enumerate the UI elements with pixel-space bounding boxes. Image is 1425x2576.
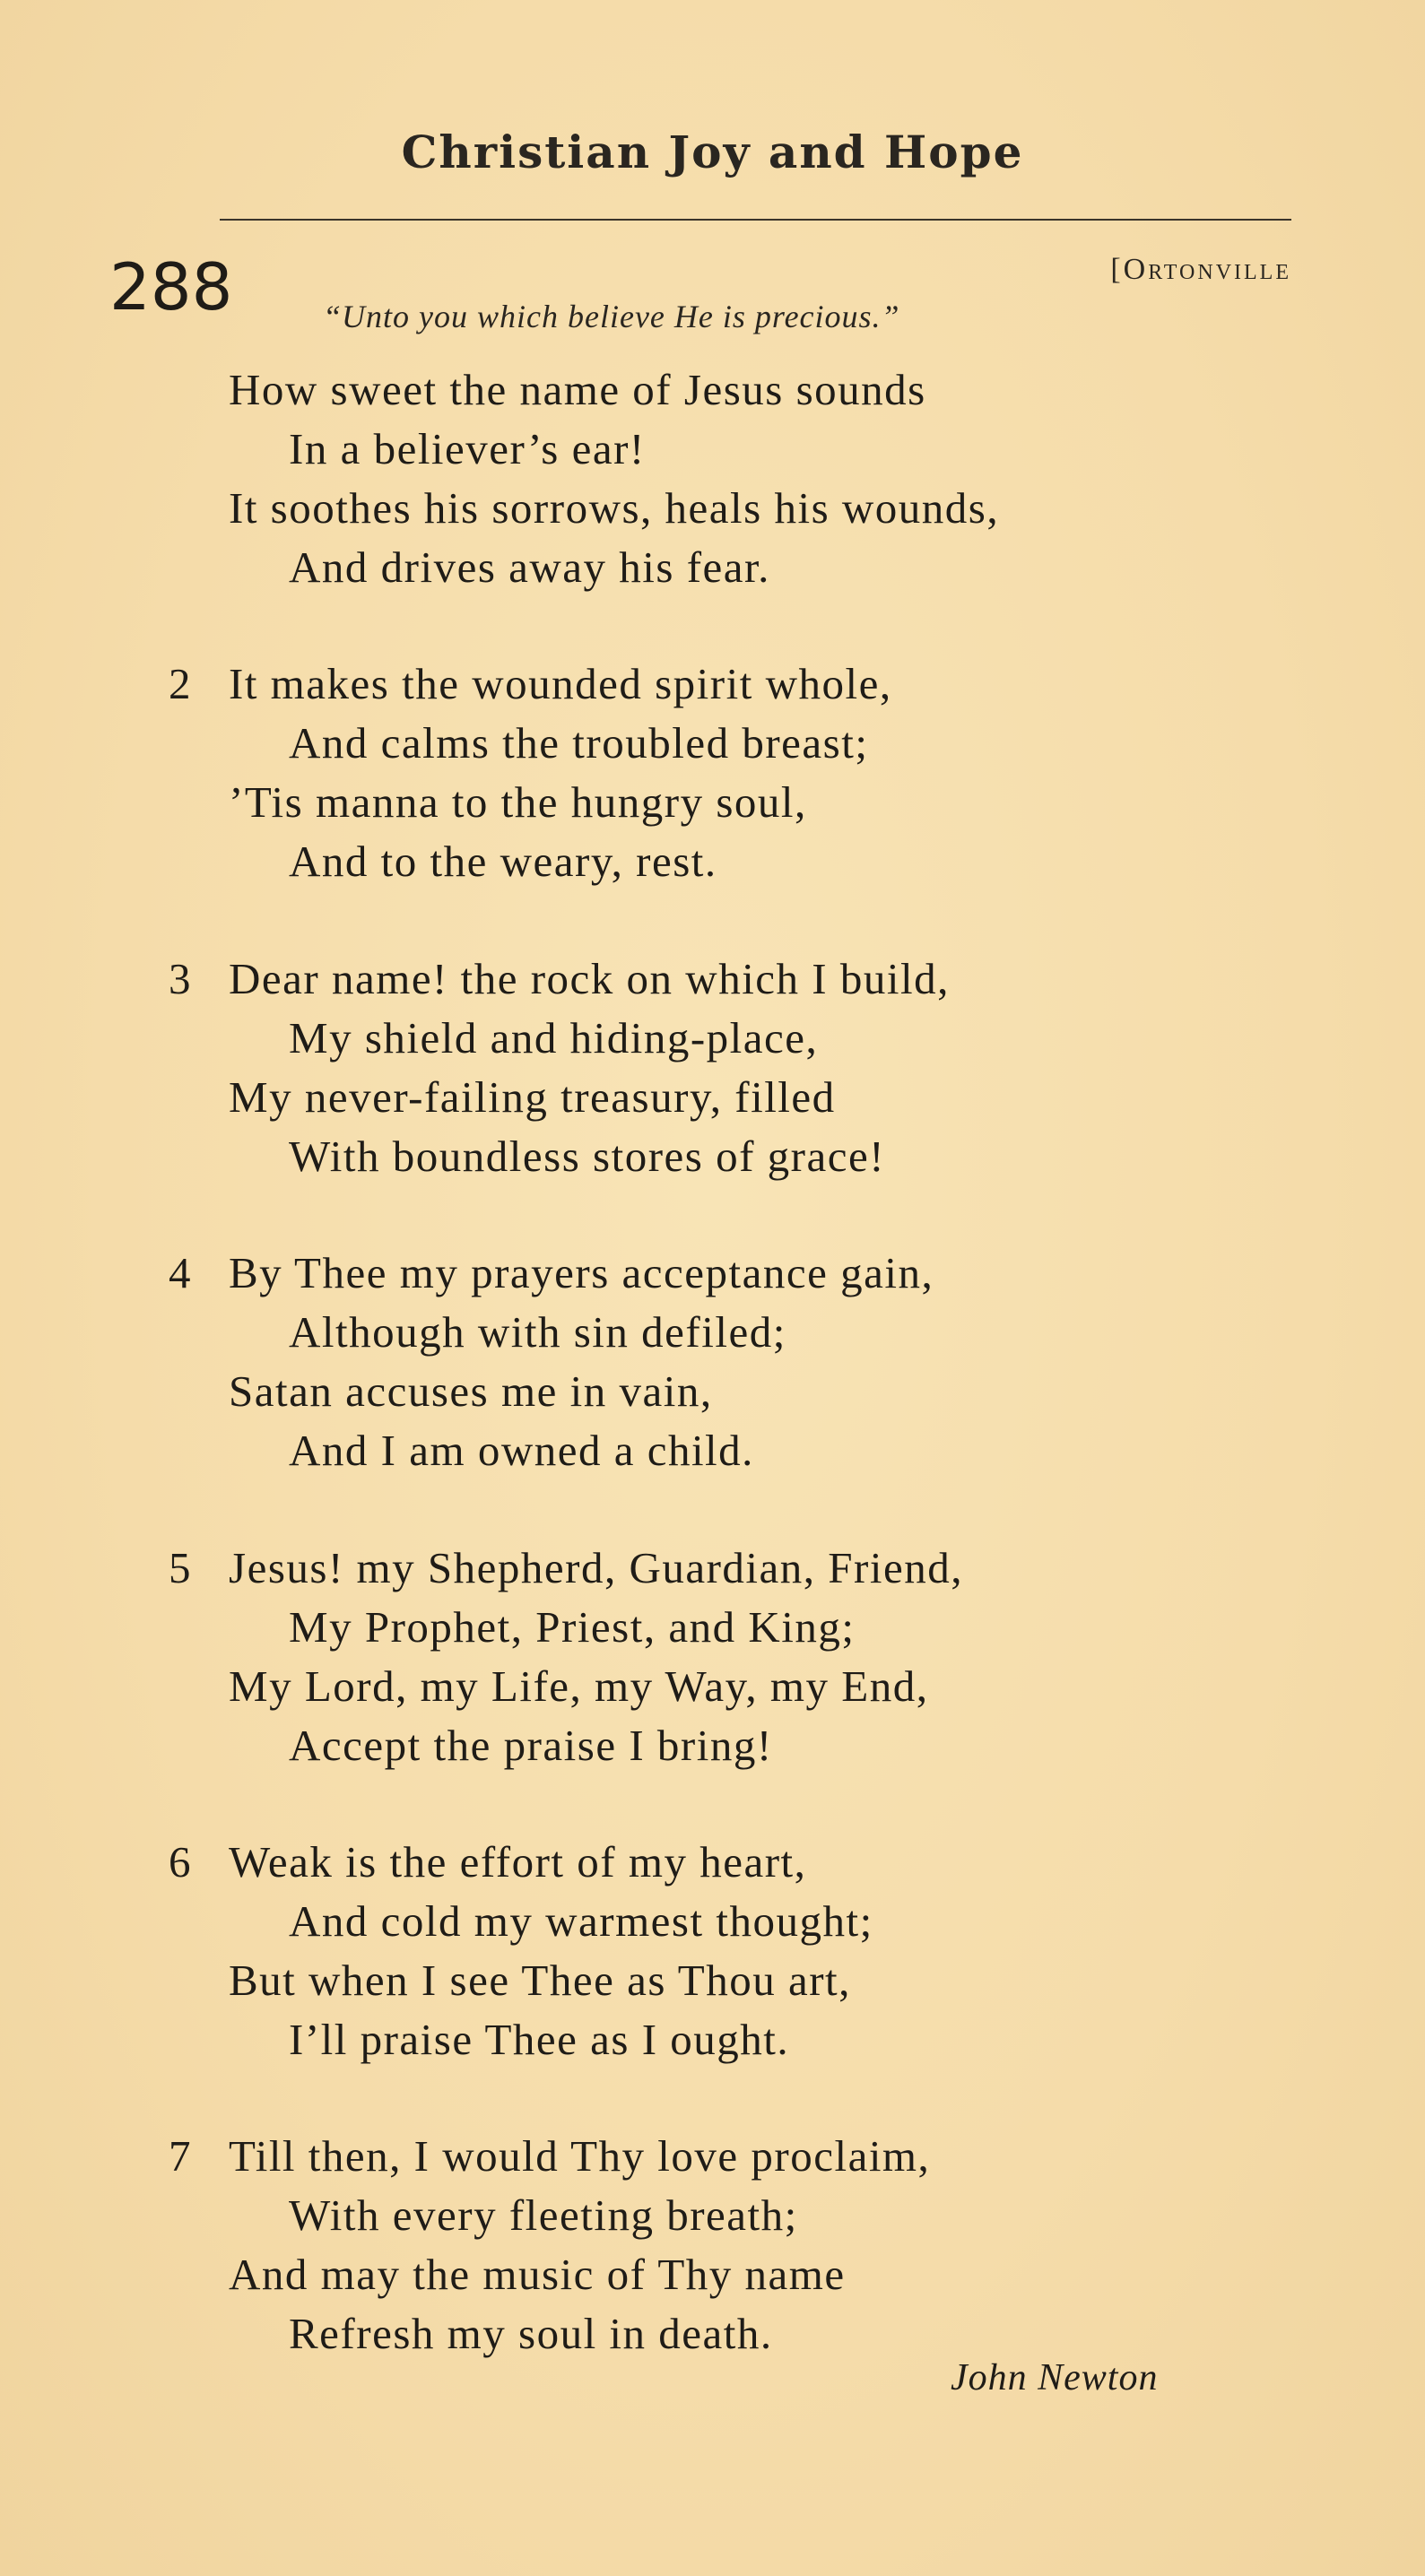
stanza-number: 2: [169, 659, 191, 708]
tune-name-text: [Ortonville: [1110, 253, 1291, 286]
verse-line: And to the weary, rest.: [289, 837, 717, 886]
verse-line: How sweet the name of Jesus sounds: [229, 365, 926, 414]
stanza-number: 3: [169, 954, 191, 1003]
verse-line: Dear name! the rock on which I build,: [229, 954, 950, 1003]
verse-line: With boundless stores of grace!: [289, 1132, 886, 1181]
verse-line: My Prophet, Priest, and King;: [289, 1602, 856, 1652]
verse-line: And may the music of Thy name: [229, 2250, 846, 2299]
verse-line: Accept the praise I bring!: [289, 1721, 773, 1770]
verse-line: I’ll praise Thee as I ought.: [289, 2015, 790, 2064]
verse-line: Although with sin defiled;: [289, 1307, 786, 1357]
verse-line: My never-failing treasury, filled: [229, 1072, 836, 1122]
verse-line: With every fleeting breath;: [289, 2190, 798, 2240]
hymn-number: 288: [109, 249, 233, 325]
verse-line: Till then, I would Thy love proclaim,: [229, 2131, 931, 2181]
verse-line: In a believer’s ear!: [289, 424, 646, 473]
running-head: Christian Joy and Hope: [401, 126, 1024, 178]
verse-line: But when I see Thee as Thou art,: [229, 1956, 851, 2005]
stanza-number: 7: [169, 2131, 191, 2181]
verse-line: ’Tis manna to the hungry soul,: [229, 777, 807, 827]
verse-line: It soothes his sorrows, heals his wounds,: [229, 483, 1000, 533]
verse-line: It makes the wounded spirit whole,: [229, 659, 892, 708]
stanza-number: 6: [169, 1837, 191, 1886]
verse-line: My Lord, my Life, my Way, my End,: [229, 1661, 929, 1711]
verse-line: And cold my warmest thought;: [289, 1896, 873, 1946]
author-attribution: John Newton: [951, 2357, 1159, 2398]
verse-line: My shield and hiding-place,: [289, 1013, 819, 1062]
verse-line: And calms the troubled breast;: [289, 718, 869, 768]
verse-line: By Thee my prayers acceptance gain,: [229, 1248, 934, 1297]
verse-line: Refresh my soul in death.: [289, 2309, 773, 2358]
tune-name: [897, 253, 1291, 287]
verse-line: And drives away his fear.: [289, 542, 770, 592]
stanza-number: 4: [169, 1248, 191, 1297]
stanza-number: 5: [169, 1543, 191, 1592]
epigraph: “Unto you which believe He is precious.”: [323, 299, 900, 334]
verse-line: Weak is the effort of my heart,: [229, 1837, 807, 1886]
verse-line: Satan accuses me in vain,: [229, 1366, 713, 1416]
verse-line: And I am owned a child.: [289, 1426, 754, 1475]
header-rule: [220, 219, 1291, 221]
verse-line: Jesus! my Shepherd, Guardian, Friend,: [229, 1543, 963, 1592]
